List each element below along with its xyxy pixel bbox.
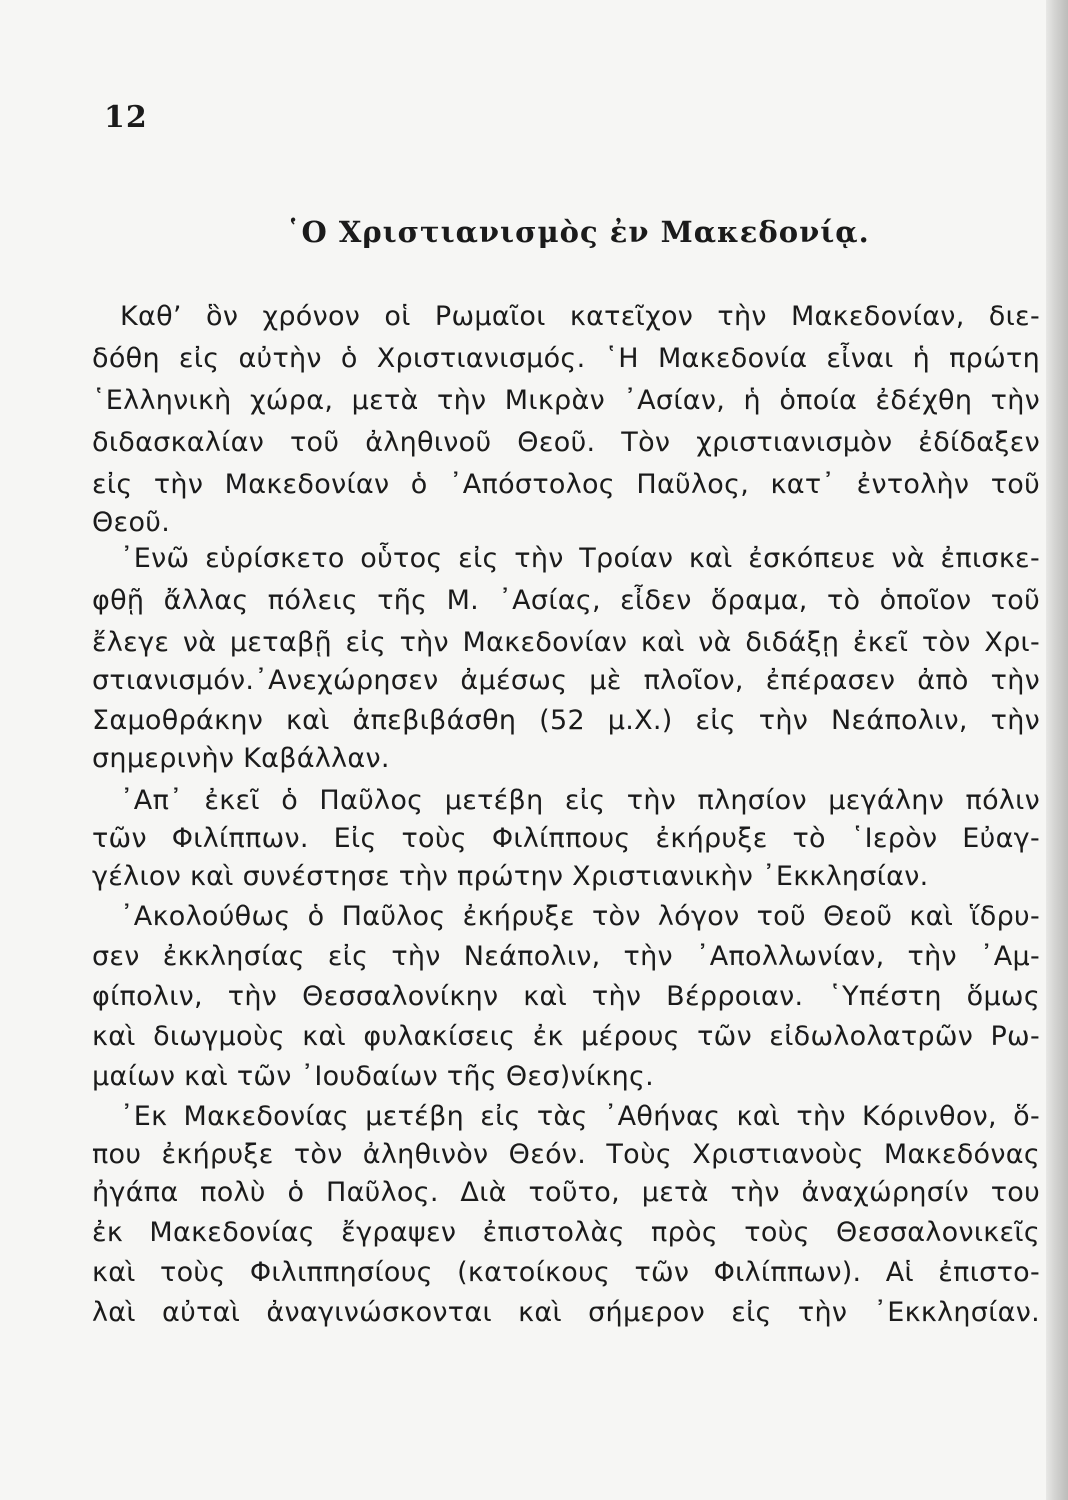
text-line: εἰς τὴν Μακεδονίαν ὁ ᾿Απόστολος Παῦλος, κατ᾿ ἐντολὴν τοῦ bbox=[92, 469, 1040, 500]
text-line: φίπολιν, τὴν Θεσσαλονίκην καὶ τὴν Βέρροιαν. ῾Υπέστη ὅμως bbox=[92, 981, 1040, 1012]
text-line: Καθ’ ὃν χρόνον οἱ Ρωμαῖοι κατεῖχον τὴν Μακεδονίαν, διε- bbox=[120, 301, 1040, 332]
text-line: σεν ἐκκλησίας εἰς τὴν Νεάπολιν, τὴν ᾿Απολλωνίαν, τὴν ᾿Αμ- bbox=[92, 941, 1040, 972]
text-line: ῾Ελληνικὴ χώρα, μετὰ τὴν Μικρὰν ᾿Ασίαν, ἡ ὁποία ἐδέχθη τὴν bbox=[92, 385, 1040, 416]
text-line: τῶν Φιλίππων. Εἰς τοὺς Φιλίππους ἐκήρυξε τὸ ῾Ιερὸν Εὐαγ- bbox=[92, 823, 1040, 854]
text-line: καὶ διωγμοὺς καὶ φυλακίσεις ἐκ μέρους τῶν εἰδωλολατρῶν Ρω- bbox=[92, 1021, 1040, 1052]
text-line: Σαμοθράκην καὶ ἀπεβιβάσθη (52 μ.Χ.) εἰς τὴν Νεάπολιν, τὴν bbox=[92, 705, 1040, 736]
text-line: ἠγάπα πολὺ ὁ Παῦλος. Διὰ τοῦτο, μετὰ τὴν ἀναχώρησίν του bbox=[92, 1177, 1040, 1208]
text-line: καὶ τοὺς Φιλιππησίους (κατοίκους τῶν Φιλίππων). Αἱ ἐπιστο- bbox=[92, 1257, 1040, 1288]
text-line: δόθη εἰς αὐτὴν ὁ Χριστιανισμός. ῾Η Μακεδονία εἶναι ἡ πρώτη bbox=[92, 343, 1040, 374]
text-line: λαὶ αὐταὶ ἀναγινώσκονται καὶ σήμερον εἰς τὴν ᾿Εκκλησίαν. bbox=[92, 1297, 1040, 1328]
text-line: σημερινὴν Καβάλλαν. bbox=[92, 743, 390, 774]
text-line: ᾿Ενῶ εὑρίσκετο οὗτος εἰς τὴν Τροίαν καὶ ἐσκόπευε νὰ ἐπισκε- bbox=[120, 543, 1040, 574]
text-line: γέλιον καὶ συνέστησε τὴν πρώτην Χριστιανικὴν ᾿Εκκλησίαν. bbox=[92, 861, 929, 892]
text-line: Θεοῦ. bbox=[92, 507, 171, 538]
page-edge bbox=[1046, 0, 1068, 1500]
text-line: ᾿Εκ Μακεδονίας μετέβη εἰς τὰς ᾿Αθήνας καὶ τὴν Κόρινθον, ὅ- bbox=[120, 1101, 1040, 1132]
text-line: ᾿Απ᾿ ἐκεῖ ὁ Παῦλος μετέβη εἰς τὴν πλησίον μεγάλην πόλιν bbox=[120, 785, 1040, 816]
chapter-title: ῾Ο Χριστιανισμὸς ἐν Μακεδονίᾳ. bbox=[286, 215, 870, 249]
page-number: 12 bbox=[104, 100, 148, 135]
text-line: ἐκ Μακεδονίας ἔγραψεν ἐπιστολὰς πρὸς τοὺς Θεσσαλονικεῖς bbox=[92, 1217, 1040, 1248]
text-line: που ἐκήρυξε τὸν ἀληθινὸν Θεόν. Τοὺς Χριστιανοὺς Μακεδόνας bbox=[92, 1139, 1040, 1170]
text-line: ἔλεγε νὰ μεταβῇ εἰς τὴν Μακεδονίαν καὶ νὰ διδάξῃ ἐκεῖ τὸν Χρι- bbox=[92, 627, 1040, 658]
text-line: φθῇ ἄλλας πόλεις τῆς Μ. ᾿Ασίας, εἶδεν ὅραμα, τὸ ὁποῖον τοῦ bbox=[92, 585, 1040, 616]
text-line: ᾿Ακολούθως ὁ Παῦλος ἐκήρυξε τὸν λόγον τοῦ Θεοῦ καὶ ἵδρυ- bbox=[120, 901, 1040, 932]
text-line: μαίων καὶ τῶν ᾿Ιουδαίων τῆς Θεσ)νίκης. bbox=[92, 1061, 655, 1092]
text-line: διδασκαλίαν τοῦ ἀληθινοῦ Θεοῦ. Τὸν χριστιανισμὸν ἐδίδαξεν bbox=[92, 427, 1040, 458]
text-line: στιανισμόν.᾿Ανεχώρησεν ἀμέσως μὲ πλοῖον, ἐπέρασεν ἀπὸ τὴν bbox=[92, 665, 1040, 696]
